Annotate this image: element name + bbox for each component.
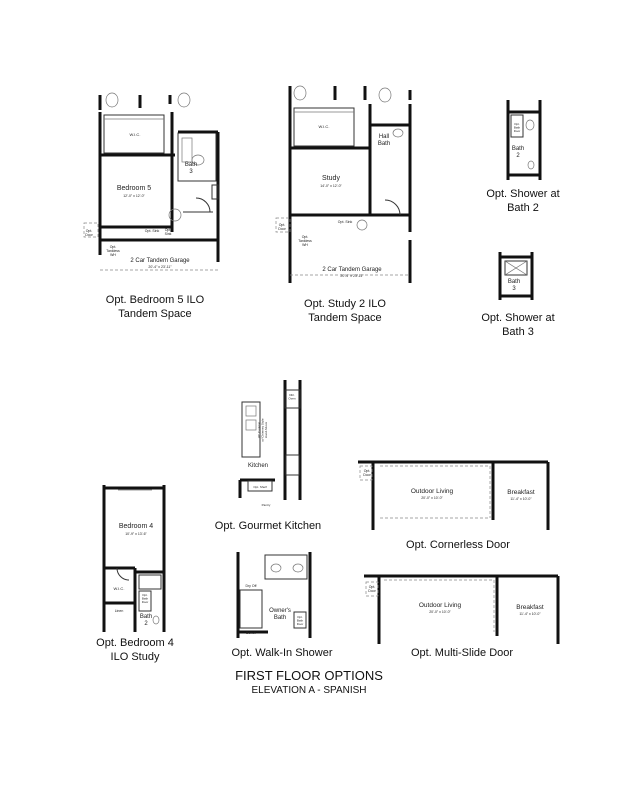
plan-bedroom4 bbox=[104, 485, 164, 632]
opt-sink-label: Opt. Sink bbox=[144, 229, 160, 233]
caption-bedroom5: Opt. Bedroom 5 ILO Tandem Space bbox=[105, 294, 205, 320]
breakfast-label: Breakfast bbox=[516, 604, 544, 611]
plan-multi-slide-door bbox=[364, 576, 558, 644]
caption-study2: Opt. Study 2 ILO Tandem Space bbox=[304, 298, 386, 324]
bedroom4-label: Bedroom 4 bbox=[118, 523, 154, 530]
bath2-label: Bath 2 bbox=[511, 146, 525, 159]
opt-bath-door-label: Opt. Bath Door bbox=[141, 593, 149, 604]
sheet-subtitle: ELEVATION A - SPANISH bbox=[251, 685, 367, 696]
outdoor-living-dim: 20'-0" x 10'-0" bbox=[421, 496, 443, 500]
bench-label: Bench bbox=[246, 631, 256, 635]
opt-door-label: Opt. Door bbox=[85, 229, 93, 238]
linen-label: Linen bbox=[114, 609, 124, 613]
pantry-label: Pantry bbox=[261, 503, 271, 507]
caption-cornerless-door: Opt. Cornerless Door bbox=[406, 539, 510, 551]
caption-walk-in-shower: Opt. Walk-In Shower bbox=[231, 647, 333, 659]
wic-label: W.I.C. bbox=[129, 132, 141, 137]
opt-sink2-label: Opt. Sink bbox=[164, 228, 172, 237]
opt-sink-label: Opt. Sink bbox=[337, 220, 353, 224]
opt-door-label: Opt. Door bbox=[278, 223, 286, 232]
owners-bath-label: Owner's Bath bbox=[269, 608, 291, 621]
bedroom4-dim: 10'-9" x 13'-6" bbox=[125, 532, 147, 536]
plan-cornerless-door bbox=[358, 462, 548, 530]
outdoor-living-dim: 20'-0" x 10'-0" bbox=[429, 610, 451, 614]
garage-label: 2 Car Tandem Garage bbox=[130, 258, 190, 264]
caption-shower-bath2: Opt. Shower at Bath 2 bbox=[486, 188, 560, 214]
hall-bath-label: Hall Bath bbox=[377, 134, 391, 147]
cooktop-label: 30" Cooktopw/ Chimney StyleHood Above bbox=[257, 418, 268, 442]
plan-shower-bath2 bbox=[508, 100, 540, 180]
study-label: Study bbox=[322, 175, 340, 182]
study-dim: 14'-0" x 12'-0" bbox=[320, 184, 342, 188]
caption-gourmet-kitchen: Opt. Gourmet Kitchen bbox=[214, 520, 322, 532]
bath2-label: Bath 2 bbox=[139, 614, 153, 627]
oven-label: Dbl. Oven bbox=[288, 393, 296, 401]
opt-tankless-label: Opt. Tankless WH bbox=[298, 235, 312, 248]
bath3-label: Bath 3 bbox=[507, 279, 521, 292]
breakfast-dim: 11'-4" x 10'-0" bbox=[519, 612, 541, 616]
plan-shower-bath3 bbox=[500, 252, 532, 300]
plan-study2 bbox=[276, 86, 410, 283]
breakfast-label: Breakfast bbox=[507, 489, 535, 496]
garage-dim: 20'-4" x 23'-11" bbox=[148, 265, 172, 269]
kitchen-label: Kitchen bbox=[247, 463, 269, 469]
bedroom5-label: Bedroom 5 bbox=[116, 185, 152, 192]
wic-label: W.I.C. bbox=[318, 124, 330, 129]
plan-bedroom5 bbox=[84, 93, 218, 270]
outdoor-living-label: Outdoor Living bbox=[410, 488, 454, 495]
opt-door-label: Opt. Door bbox=[363, 469, 371, 478]
opt-tankless-label: Opt. Tankless WH bbox=[106, 245, 120, 258]
garage-dim: 20'-4" x 23'-11" bbox=[340, 274, 364, 278]
plan-gourmet-kitchen bbox=[240, 380, 300, 507]
opt-bath-door-label: Opt. Bath Door bbox=[513, 122, 521, 133]
sheet-title: FIRST FLOOR OPTIONS bbox=[235, 668, 383, 683]
garage-label: 2 Car Tandem Garage bbox=[322, 267, 382, 273]
bedroom5-dim: 12'-0" x 12'-0" bbox=[123, 194, 145, 198]
caption-multi-slide-door: Opt. Multi-Slide Door bbox=[410, 647, 514, 659]
opt-bath-door-label: Opt. Bath Door bbox=[296, 615, 304, 626]
plan-walk-in-shower bbox=[238, 552, 310, 638]
caption-shower-bath3: Opt. Shower at Bath 3 bbox=[481, 312, 555, 338]
opt-shelf-label: Opt. Shelf bbox=[253, 485, 267, 489]
dry-off-label: Dry Off bbox=[245, 584, 257, 588]
opt-door-label: Opt. Door bbox=[368, 585, 376, 594]
bath3-label: Bath 3 bbox=[184, 162, 198, 175]
wic-label: W.I.C. bbox=[113, 586, 125, 591]
breakfast-dim: 11'-4" x 10'-0" bbox=[510, 497, 532, 501]
caption-bedroom4: Opt. Bedroom 4 ILO Study bbox=[96, 637, 174, 663]
outdoor-living-label: Outdoor Living bbox=[418, 602, 462, 609]
